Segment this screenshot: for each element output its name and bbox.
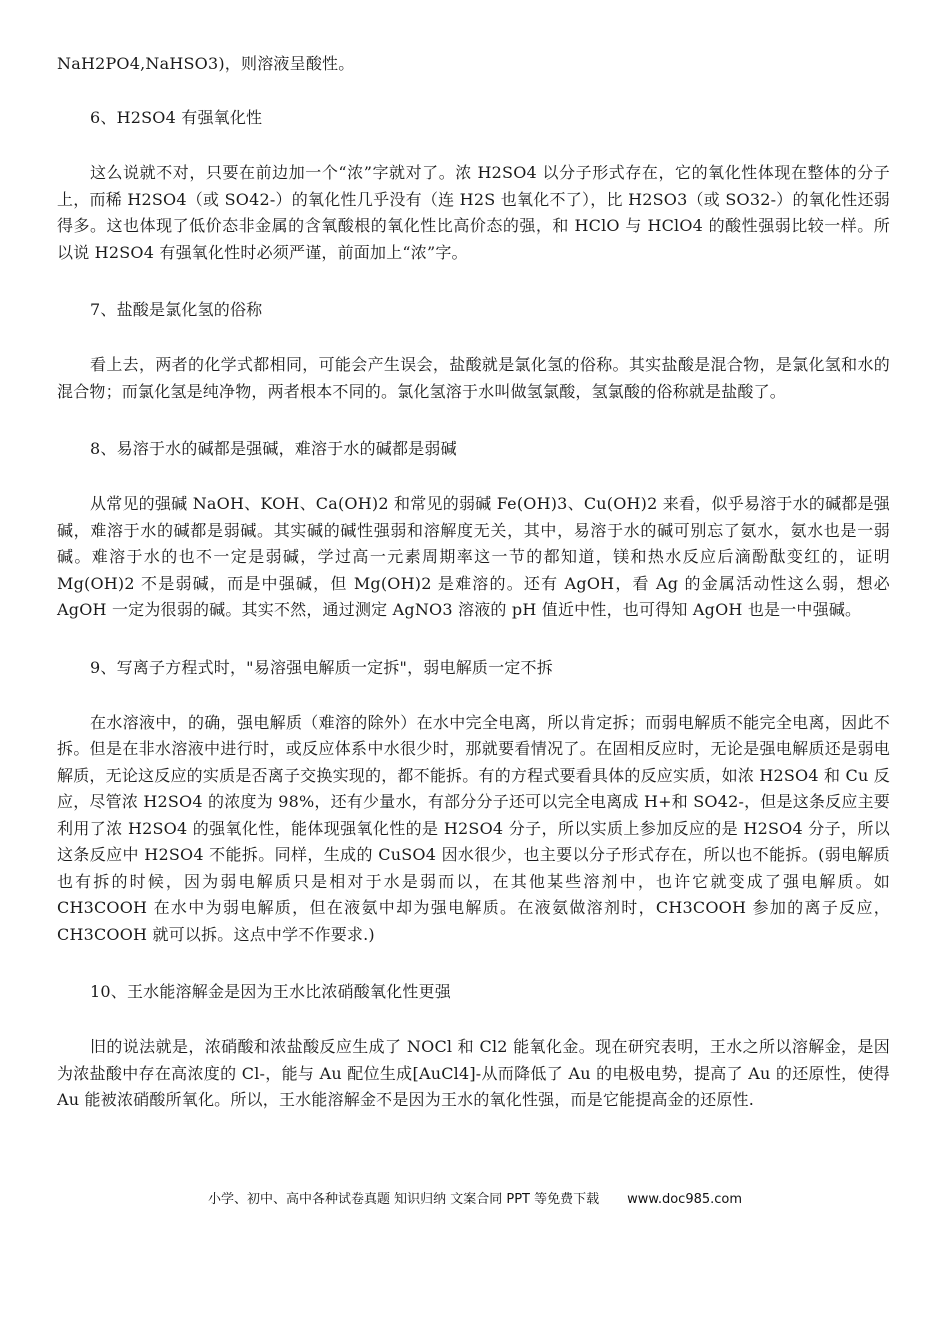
page-footer xyxy=(0,1188,950,1207)
section-heading-7: 7、盐酸是氯化氢的俗称 xyxy=(90,300,263,319)
continuation-line: NaH2PO4,NaHSO3)，则溶液呈酸性。 xyxy=(57,54,355,73)
section-heading-9: 9、写离子方程式时，"易溶强电解质一定拆"，弱电解质一定不拆 xyxy=(90,657,553,677)
section-paragraph-10: 旧的说法就是，浓硝酸和浓盐酸反应生成了 NOCl 和 Cl2 能氧化金。现在研究表明，王水之所以溶解金，是因为浓盐酸中存在高浓度的 Cl-，能与 Au 配位生成[AuCl4]-从而降低了 Au 的电极电势，提高了 Au 的还原性，使得 Au 能被浓硝酸所氧化。所以，王水能溶解金不是因为王水的氧化性强，而是它能提高金的还原性. xyxy=(57,1037,890,1109)
section-heading-6: 6、H2SO4 有强氧化性 xyxy=(90,108,263,127)
section-paragraph-7: 看上去，两者的化学式都相同，可能会产生误会，盐酸就是氯化氢的俗称。其实盐酸是混合物，是氯化氢和水的混合物；而氯化氢是纯净物，两者根本不同的。氯化氢溶于水叫做氢氯酸，氢氯酸的俗称就是盐酸了。 xyxy=(57,355,890,401)
section-paragraph-8: 从常见的强碱 NaOH、KOH、Ca(OH)2 和常见的弱碱 Fe(OH)3、Cu(OH)2 来看，似乎易溶于水的碱都是强碱，难溶于水的碱都是弱碱。其实碱的碱性强弱和溶解度无关，其中，易溶于水的碱可别忘了氨水，氨水也是一弱碱。难溶于水的也不一定是弱碱，学过高一元素周期率这一节的都知道，镁和热水反应后滴酚酞变红的，证明 Mg(OH)2 不是弱碱，而是中强碱，但 Mg(OH)2 是难溶的。还有 AgOH，看 Ag 的金属活动性这么弱，想必 AgOH 一定为很弱的碱。其实不然，通过测定 AgNO3 溶液的 pH 值近中性，也可得知 AgOH 也是一中强碱。 xyxy=(57,494,890,619)
document-body xyxy=(57,52,890,1146)
section-paragraph-9: 在水溶液中，的确，强电解质（难溶的除外）在水中完全电离，所以肯定拆；而弱电解质不能完全电离，因此不拆。但是在非水溶液中进行时，或反应体系中水很少时，那就要看情况了。在固相反应时，无论是强电解质还是弱电解质，无论这反应的实质是否离子交换实现的，都不能拆。有的方程式要看具体的反应实质，如浓 H2SO4 和 Cu 反应，尽管浓 H2SO4 的浓度为 98%，还有少量水，有部分分子还可以完全电离成 H+和 SO42-，但是这条反应主要利用了浓 H2SO4 的强氧化性，能体现强氧化性的是 H2SO4 分子，所以实质上参加反应的是 H2SO4 分子，所以这条反应中 H2SO4 不能拆。同样，生成的 CuSO4 因水很少，也主要以分子形式存在，所以也不能拆。(弱电解质也有拆的时候，因为弱电解质只是相对于水是弱而以，在其他某些溶剂中，也许它就变成了强电解质。如 CH3COOH 在水中为弱电解质，但在液氨中却为强电解质。在液氨做溶剂时，CH3COOH 参加的离子反应，CH3COOH 就可以拆。这点中学不作要求.) xyxy=(57,712,890,944)
section-heading-8: 8、易溶于水的碱都是强碱，难溶于水的碱都是弱碱 xyxy=(90,439,457,458)
footer-link[interactable]: www.doc985.com xyxy=(627,1192,743,1207)
section-heading-10: 10、王水能溶解金是因为王水比浓硝酸氧化性更强 xyxy=(90,982,451,1001)
footer-text: 小学、初中、高中各种试卷真题 知识归纳 文案合同 PPT 等免费下载 xyxy=(207,1192,600,1207)
section-paragraph-6: 这么说就不对，只要在前边加一个“浓”字就对了。浓 H2SO4 以分子形式存在，它的氧化性体现在整体的分子上，而稀 H2SO4（或 SO42-）的氧化性几乎没有（连 H2S 也氧化不了），比 H2SO3（或 SO32-）的氧化性还弱得多。这也体现了低价态非金属的含氧酸根的氧化性比高价态的强，和 HClO 与 HClO4 的酸性强弱比较一样。所以说 H2SO4 有强氧化性时必须严谨，前面加上“浓”字。 xyxy=(57,163,890,262)
